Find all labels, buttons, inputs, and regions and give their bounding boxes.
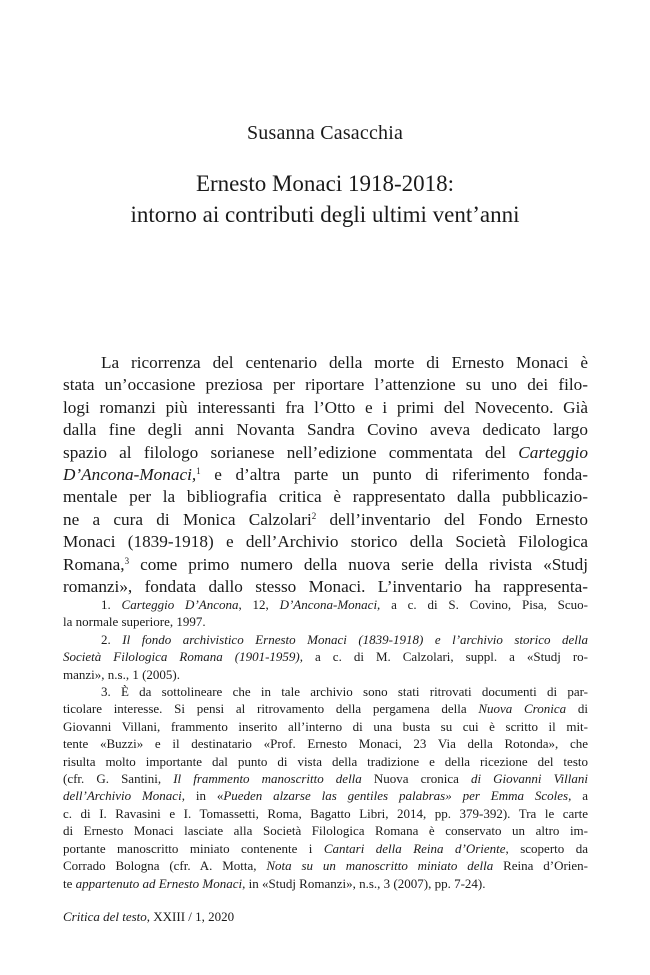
footnote-2 — [63, 631, 588, 648]
footnote-text: a c. di S. Covino, Pisa, Scuo- — [380, 597, 589, 612]
work-title: Società Filologica Romana (1901-1959), — [63, 649, 304, 665]
footnote-3-line: Giovanni Villani, frammento inserito all’interno di una busta su cui è scritto il mit- — [63, 718, 588, 734]
footnote-3-line — [63, 857, 588, 874]
work-title: Il fondo archivistico Ernesto Monaci (1839-1918) e l’archivio storico della — [122, 631, 588, 647]
footnote-3-line — [63, 875, 588, 892]
footnote-text: Reina d’Orien- — [493, 858, 588, 874]
body-paragraph — [63, 352, 588, 598]
body-text: Romana, — [63, 554, 125, 574]
footnote-text: , scoperto da — [505, 840, 588, 856]
article-title — [0, 168, 650, 230]
footnote-3-line — [63, 770, 588, 787]
body-line: dalla fine degli anni Novanta Sandra Covino aveva dedicato largo — [63, 420, 588, 440]
footnote-text: ticolare interesse. Si pensi al ritrovamento della pergamena della — [63, 701, 479, 717]
footnote-3-line — [63, 840, 588, 857]
footnote-ref[interactable]: 1 — [196, 466, 201, 477]
journal-issue: , XXIII / 1, 2020 — [146, 909, 235, 924]
footnote-3-line: di Ernesto Monaci lasciate alla Società Filologica Romana è conservato un altro im- — [63, 823, 588, 839]
body-line: logi romanzi più interessanti fra l’Otto e i primi del Novecento. Già — [63, 397, 588, 417]
footnote-3-line — [63, 700, 588, 717]
body-line: Monaci (1839-1918) e dell’Archivio storico della Società Filologica — [63, 532, 588, 552]
body-text: e d’altra parte un punto di riferimento fonda- — [200, 465, 588, 485]
footnote-text: te — [63, 875, 76, 891]
body-line: La ricorrenza del centenario della morte di Ernesto Monaci è — [101, 353, 588, 372]
footnote-3-line: risulta molto importante dal punto di vista della tradizione e della ricezione del testo — [63, 753, 588, 769]
footnote-3-line: tente «Buzzi» e il destinatario «Prof. Ernesto Monaci, 23 Via della Rotonda», che — [63, 736, 588, 752]
footnote-3: 3. È da sottolineare che in tale archivio sono stati ritrovati documenti di par- — [101, 684, 588, 700]
title-line-2: intorno ai contributi degli ultimi vent’anni — [130, 202, 520, 227]
work-title: D’Ancona-Monaci, — [63, 465, 197, 485]
title-line-1: Ernesto Monaci 1918-2018: — [195, 171, 455, 196]
work-title: Carteggio D’Ancona — [121, 597, 239, 612]
work-title: Cantari della Reina d’Oriente — [323, 840, 506, 856]
work-title: di Giovanni Villani — [470, 771, 588, 787]
footnote-2-line — [63, 648, 588, 665]
footnote-ref[interactable]: 2 — [311, 510, 317, 521]
work-title: Pueden alzarse las gentiles palabras» per Emma Scoles, — [223, 788, 572, 804]
body-text: dell’inventario del Fondo Ernesto — [316, 509, 588, 529]
body-line: stata un’occasione preziosa per riportare l’attenzione su uno dei filo- — [63, 375, 588, 395]
footnote-number: 1. — [101, 597, 122, 612]
footnote-text: a — [571, 788, 588, 804]
footnote-text: , in «Studj Romanzi», n.s., 3 (2007), pp. 7-24). — [242, 875, 486, 891]
author-name: Susanna Casacchia — [246, 122, 404, 144]
footnote-text: Nuova cronica — [361, 771, 471, 787]
footnote-text: a c. di M. Calzolari, suppl. a «Studj ro- — [303, 649, 588, 665]
footnote-text: , in « — [181, 788, 224, 804]
work-title: Nuova Cronica — [478, 701, 567, 717]
body-text: ne a cura di Monica Calzolari — [63, 509, 312, 529]
work-title: Il frammento manoscritto della — [173, 771, 362, 787]
work-title: Nota su un manoscritto miniato della — [266, 858, 494, 874]
footnote-text: (cfr. G. Santini, — [63, 771, 174, 787]
footnote-text: di — [566, 701, 588, 717]
body-line — [63, 509, 588, 531]
body-line — [63, 464, 588, 486]
footnote-text: portante manoscritto miniato contenente i — [63, 840, 324, 856]
body-text: come primo numero della nuova serie della rivista «Studj — [129, 554, 588, 574]
footnote-ref[interactable]: 3 — [124, 555, 130, 566]
work-title: Carteggio — [518, 442, 589, 462]
footnote-3-line — [63, 787, 588, 804]
page-footer — [63, 909, 234, 925]
journal-name: Critica del testo — [63, 909, 147, 924]
body-text: spazio al filologo sorianese nell’edizione commentata del — [63, 442, 507, 462]
body-line — [63, 554, 588, 576]
footnote-2-line: manzi», n.s., 1 (2005). — [63, 666, 180, 682]
footnote-text: Corrado Bologna (cfr. A. Motta, — [63, 858, 267, 874]
work-title: appartenuto ad Ernesto Monaci — [75, 875, 243, 891]
work-title: D’Ancona-Monaci, — [279, 597, 381, 612]
footnote-1 — [63, 596, 588, 613]
footnotes — [63, 596, 588, 892]
body-line — [63, 442, 588, 464]
work-title: dell’Archivio Monaci — [63, 788, 182, 804]
footnote-3-line: c. di I. Ravasini e I. Tomassetti, Roma, Bagatto Libri, 2014, pp. 379-392). Tra le carte — [63, 805, 588, 821]
footnote-1-line: la normale superiore, 1997. — [63, 614, 206, 630]
footnote-text: , 12, — [238, 597, 280, 612]
body-line: romanzi», fondata dallo stesso Monaci. L’inventario ha rappresenta- — [63, 577, 588, 597]
body-line: mentale per la bibliografia critica è rappresentato dalla pubblicazio- — [63, 487, 588, 507]
footnote-number: 2. — [101, 631, 123, 647]
